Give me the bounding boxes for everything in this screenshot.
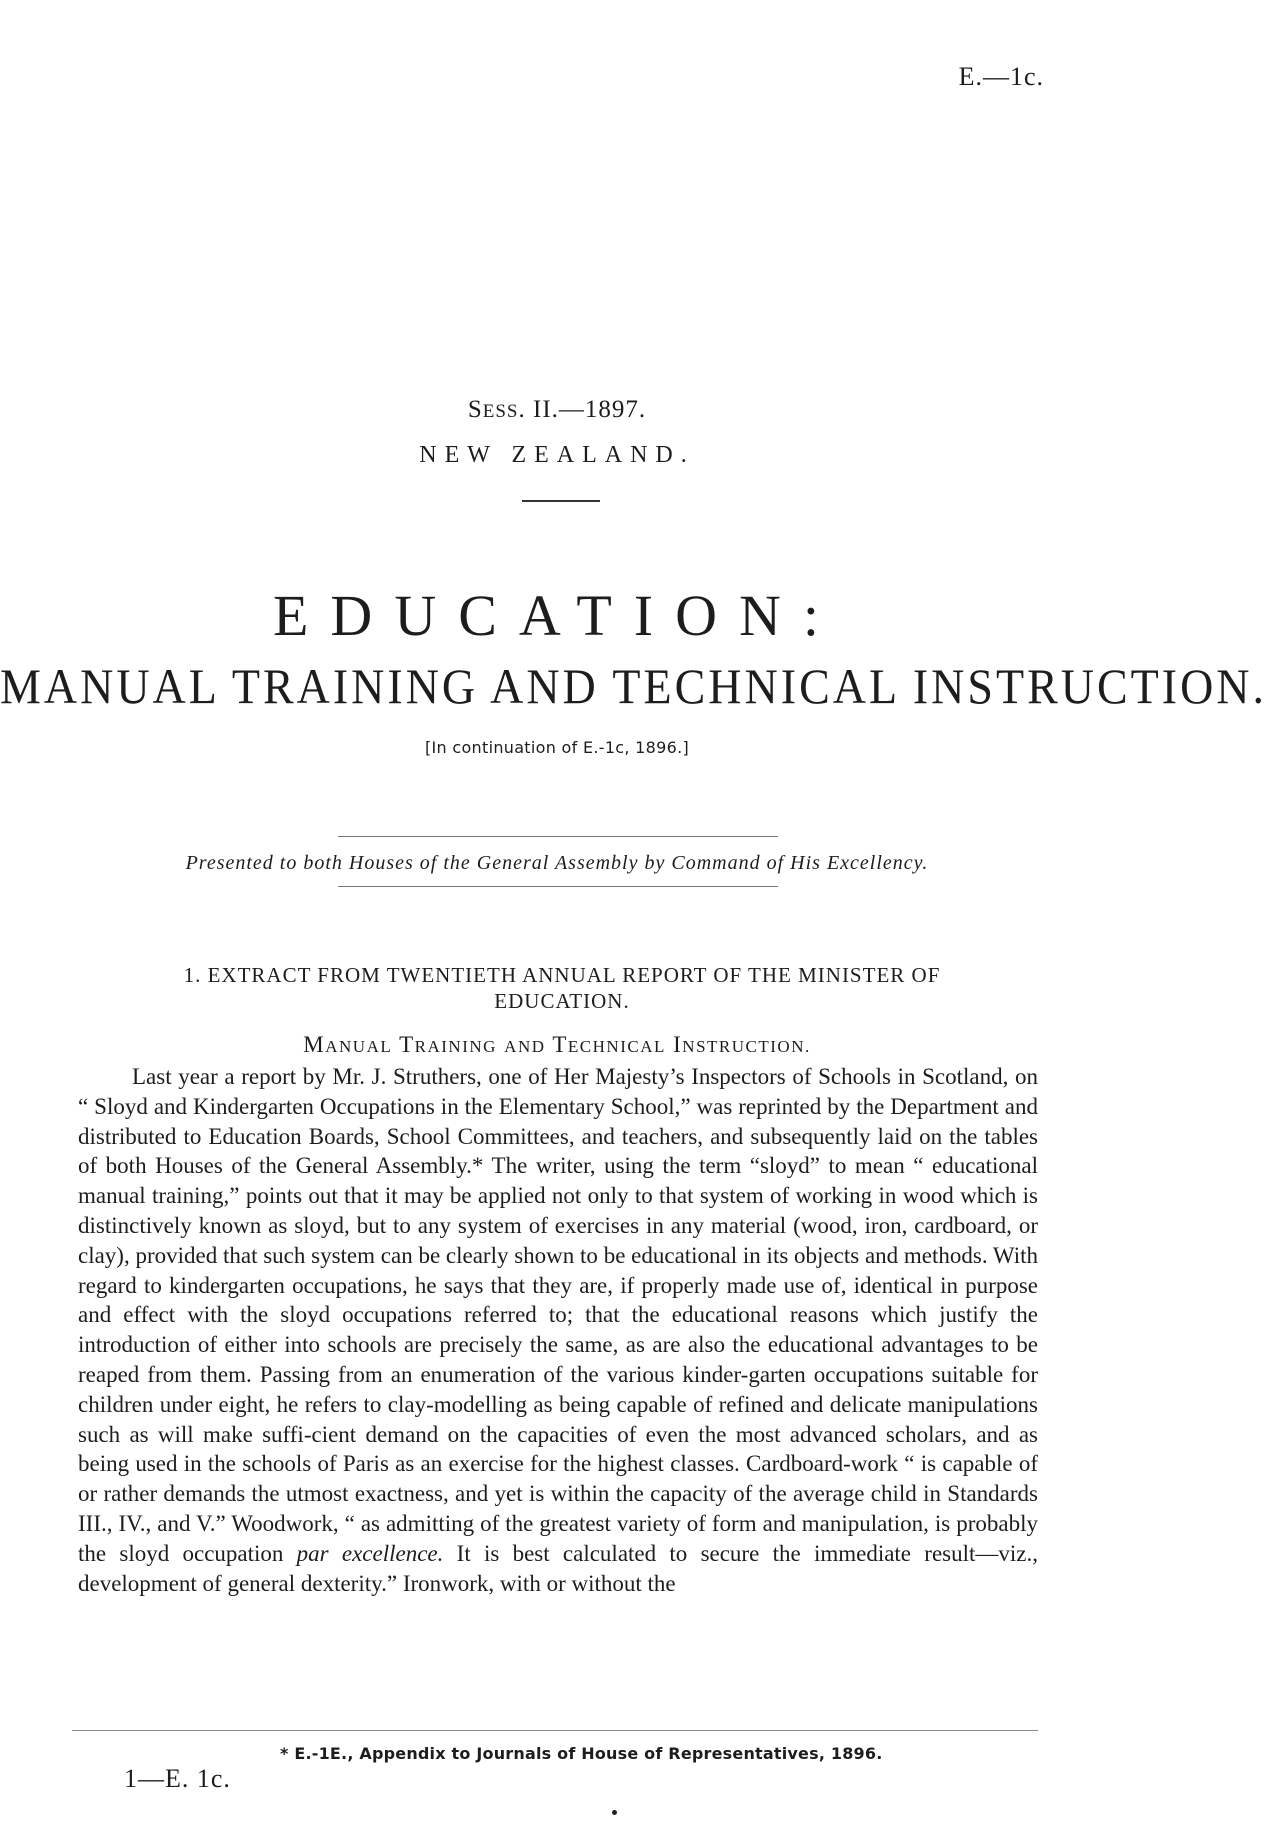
presented-rule-bottom xyxy=(338,886,778,887)
session-line xyxy=(0,396,1114,424)
sub-title: MANUAL TRAINING AND TECHNICAL INSTRUCTION. xyxy=(0,658,1267,715)
body-text-part1: Last year a report by Mr. J. Struthers, one of Her Majesty’s Inspectors of Schools in Scotland, on “ Sloyd and Kindergarten Occupations in the Elementary School,” was reprinted by the Department and distributed to Education Boards, School Committees, and teachers, and subsequently laid on the tables of both Houses of the General Assembly.* The writer, using the term “sloyd” to mean “ educational manual training,” points out that it may be applied not only to that system of working in wood which is distinctively known as sloyd, but to any system of exercises in any material (wood, iron, cardboard, or clay), provided that such system can be clearly shown to be educational in its objects and methods. With regard to kindergarten occupations, he says that they are, if properly made use of, identical in purpose and effect with the sloyd occupations referred to; that the educational reasons which justify the introduction of either into schools are precisely the same, as are also the educational advantages to be reaped from them. Passing from an enumeration of the various kinder-garten occupations suitable for children under eight, he refers to clay-modelling as being capable of refined and delicate manipulations such as will make suffi-cient demand on the capacities of even the most advanced scholars, and as being used in the schools of Paris as an exercise for the highest classes. Cardboard-work “ is capable of or rather demands the utmost exactness, and yet is within the capacity of the average child in Standards III., IV., and V.” Woodwork, “ as admitting of the greatest variety of form and manipulation, is probably the sloyd occupation xyxy=(78,1064,1038,1566)
page-reference: E.—1c. xyxy=(958,62,1044,91)
section-heading-w3: AND xyxy=(504,1037,546,1056)
ink-dot-mark xyxy=(612,1810,617,1815)
page-number: 1—E. 1c. xyxy=(124,1764,231,1793)
body-text-italic: par excellence. xyxy=(296,1540,444,1566)
main-title: EDUCATION: xyxy=(273,583,841,648)
footnote: * E.-1E., Appendix to Journals of House of Representatives, 1896. xyxy=(280,1744,883,1763)
presented-rule-top xyxy=(338,836,778,837)
footnote-rule xyxy=(72,1730,1038,1731)
continuation-note: [In continuation of E.-1c, 1896.] xyxy=(424,738,690,757)
body-text-part2: It is best calculated to secure the immediate result—viz., development of general dexterity.” Ironwork, with or without the xyxy=(78,1540,1038,1596)
section-heading-w2-rest: RAINING xyxy=(414,1037,497,1056)
session-word-initial: S xyxy=(467,396,483,423)
country-line: NEW ZEALAND. xyxy=(419,442,695,468)
section-heading-w2-initial: T xyxy=(399,1032,415,1057)
session-suffix: . II.—1897. xyxy=(518,396,647,423)
short-divider xyxy=(522,500,600,502)
extract-heading: 1. EXTRACT FROM TWENTIETH ANNUAL REPORT OF THE MINISTER OF EDUCATION. xyxy=(183,963,941,1013)
section-heading-w1-rest: ANUAL xyxy=(325,1037,393,1056)
section-heading-w1-initial: M xyxy=(303,1032,326,1057)
section-heading-w4-initial: T xyxy=(552,1032,568,1057)
presented-line: Presented to both Houses of the General Assembly by Command of His Excellency. xyxy=(185,852,929,874)
section-heading-w4-rest: ECHNICAL xyxy=(567,1037,666,1056)
body-paragraph xyxy=(78,1062,1038,1598)
section-heading-w5-initial: I xyxy=(673,1032,683,1057)
section-heading-w5-rest: NSTRUCTION. xyxy=(682,1037,811,1056)
section-heading xyxy=(0,1032,1114,1058)
session-word-rest: ESS xyxy=(482,401,519,422)
